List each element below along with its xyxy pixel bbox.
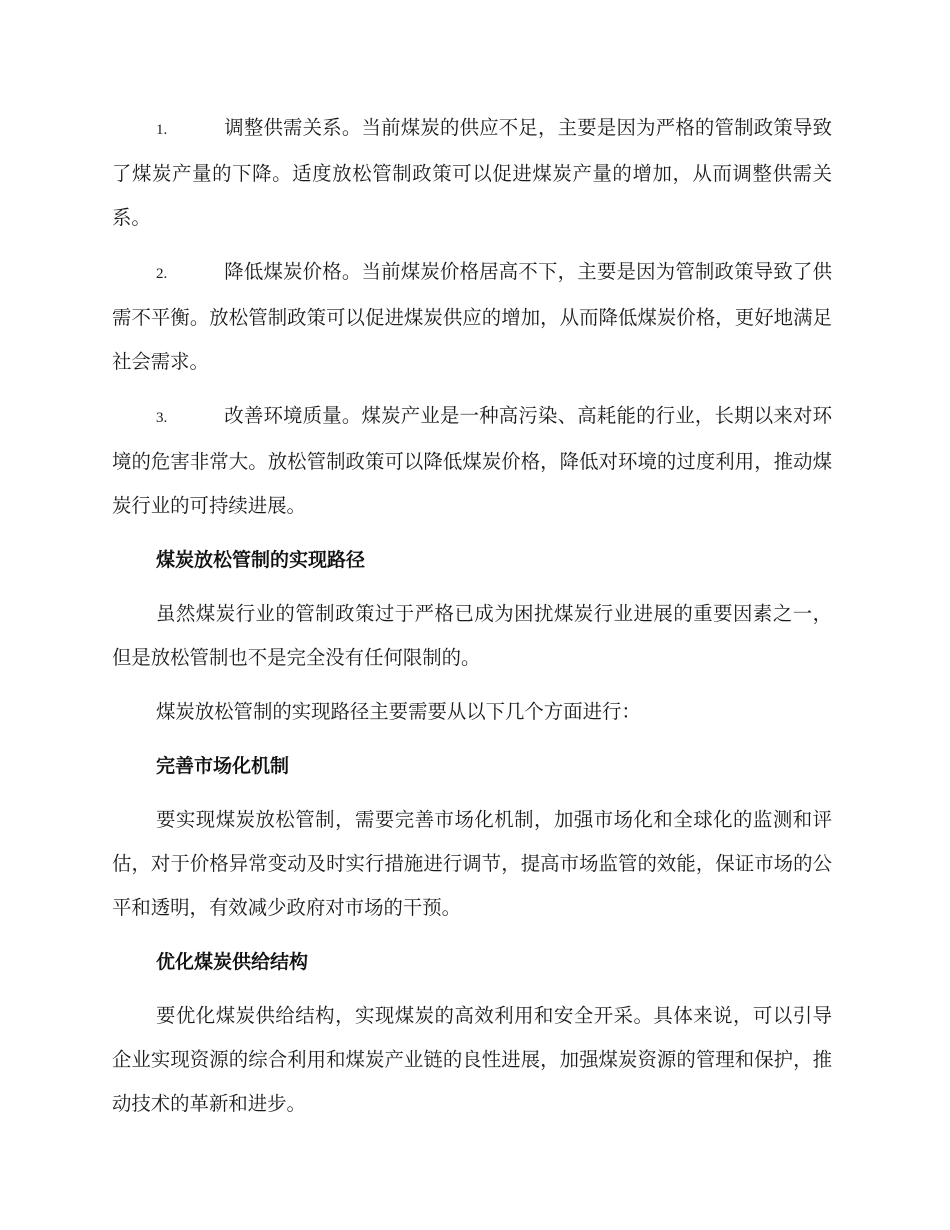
paragraph: 煤炭放松管制的实现路径主要需要从以下几个方面进行： [156,700,641,723]
list-item-number: 2. [156,266,168,282]
list-item [112,394,832,528]
list-item-number: 1. [156,122,168,138]
list-item-number: 3. [156,410,168,426]
section-heading-path: 煤炭放松管制的实现路径 [156,549,366,571]
list-item [112,250,832,384]
section-heading-supply: 优化煤炭供给结构 [156,951,309,973]
paragraph: 要实现煤炭放松管制，需要完善市场化机制，加强市场化和全球化的监测和评估，对于价格异常变动及时实行措施进行调节，提高市场监管的效能，保证市场的公平和透明，有效减少政府对市场的干预。 [112,808,832,919]
list-item [112,106,832,240]
list-item-text: 降低煤炭价格。当前煤炭价格居高不下，主要是因为管制政策导致了供需不平衡。放松管制政策可以促进煤炭供应的增加，从而降低煤炭价格，更好地满足社会需求。 [112,260,832,373]
paragraph: 要优化煤炭供给结构，实现煤炭的高效利用和安全开采。具体来说，可以引导企业实现资源的综合利用和煤炭产业链的良性进展，加强煤炭资源的管理和保护，推动技术的革新和进步。 [112,1004,832,1115]
list-item-text: 调整供需关系。当前煤炭的供应不足，主要是因为严格的管制政策导致了煤炭产量的下降。适度放松管制政策可以促进煤炭产量的增加，从而调整供需关系。 [112,116,832,229]
list-item-text: 改善环境质量。煤炭产业是一种高污染、高耗能的行业，长期以来对环境的危害非常大。放松管制政策可以降低煤炭价格，降低对环境的过度利用，推动煤炭行业的可持续进展。 [112,404,832,517]
paragraph: 虽然煤炭行业的管制政策过于严格已成为困扰煤炭行业进展的重要因素之一，但是放松管制也不是完全没有任何限制的。 [112,602,832,669]
document-body [112,106,832,1136]
section-heading-market: 完善市场化机制 [156,755,290,777]
